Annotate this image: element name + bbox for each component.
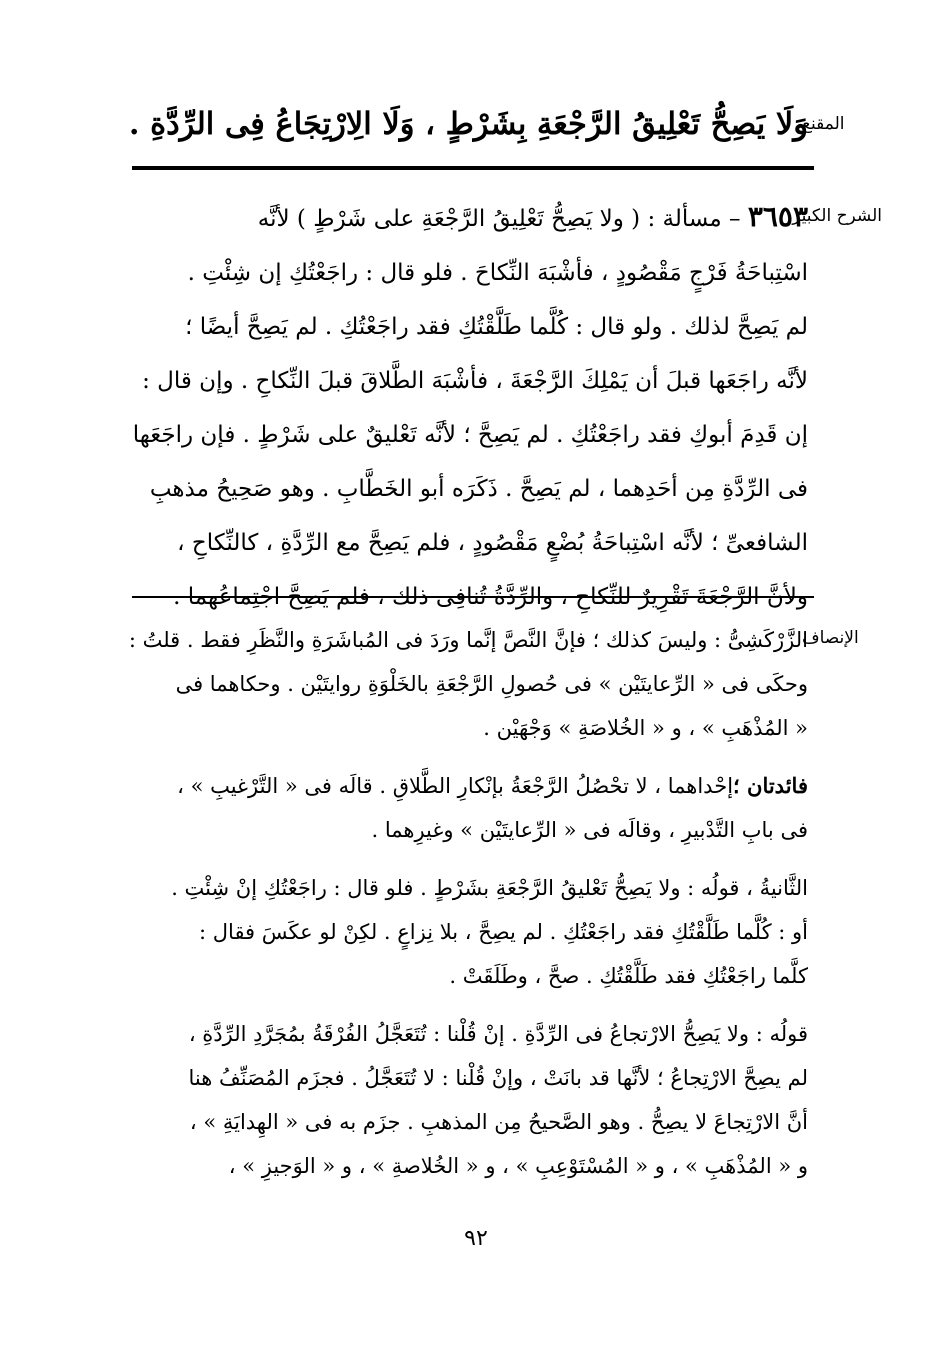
- insaf-line: و « المُذْهَبِ » ، و « المُسْتَوْعِبِ » ، و « الخُلاصةِ » ، و « الوَجيزِ » ،: [228, 1154, 808, 1178]
- insaf-text-block: [128, 618, 808, 1188]
- sharh-line-1: [128, 190, 808, 246]
- page-number: ٩٢: [464, 1226, 488, 1251]
- insaf-line: [128, 764, 808, 808]
- insaf-line-text: إحْداهما ، لا تحْصُلُ الرَّجْعَةُ بإنْكارِ الطَّلاقِ . قالَه فى « التَّرْغيبِ » ،: [177, 774, 734, 798]
- sharh-line: ولأنَّ الرَّجْعَةَ تَقْرِيرٌ للنِّكاحِ ، والرِّدَّةُ تُنافِى ذلك ، فلم يَصِحَّ اجْتِماعُهما .: [173, 584, 808, 610]
- insaf-line: أو : كُلَّما طَلَّقْتُكِ فقد راجَعْتُكِ . لم يصِحَّ ، بلا نِزاعٍ . لكِنْ لو عكَسَ فقال :: [199, 920, 808, 944]
- sharh-line: الشافعىِّ ؛ لأنَّه اسْتِباحَةُ بُضْعٍ مَقْصُودٍ ، فلم يَصِحَّ مع الرِّدَّةِ ، كالنِّكاحِ ،: [177, 530, 808, 556]
- sharh-line: لأنَّه راجَعَها قبلَ أن يَمْلِكَ الرَّجْعَةَ ، فأشْبَهَ الطَّلاقَ قبلَ النِّكاحِ . وإن قال :: [142, 368, 808, 394]
- thick-divider: [132, 166, 814, 170]
- insaf-label: الإنصاف: [802, 628, 859, 648]
- sharh-text-block: [128, 190, 808, 624]
- insaf-line: لم يصِحَّ الارْتِجاعُ ؛ لأنَّها قد بانَتْ ، وإنْ قُلْنا : لا تُتَعَجَّلُ . فجزَم المُصَنِّفُ هنا: [188, 1066, 808, 1090]
- insaf-line: فى بابِ التَّدْبيرِ ، وقالَه فى « الرِّعايتَيْن » وغيرِهما .: [371, 818, 808, 842]
- insaf-line: الثَّانيةُ ، قولُه : ولا يَصِحُّ تَعْليقُ الرَّجْعَةِ بشَرْطٍ . فلو قال : راجَعْتُكِ إنْ شِئْتِ .: [171, 876, 808, 900]
- insaf-line: الزَّرْكَشِىُّ : وليسَ كذلك ؛ فإنَّ النَّصَّ إنَّما ورَدَ فى المُباشَرَةِ والنَّظَرِ فقط . قلتُ :: [128, 628, 808, 652]
- paragraph-gap: [128, 852, 808, 866]
- thin-divider: [132, 596, 814, 598]
- insaf-line: وحكَى فى « الرِّعايتَيْن » فى حُصولِ الرَّجْعَةِ بالخَلْوَةِ روايتَيْن . وحكاهما فى: [175, 672, 808, 696]
- issue-number: ٣٦٥٣: [747, 200, 808, 233]
- sharh-line: اسْتِباحَةُ فَرْجٍ مَقْصُودٍ ، فأشْبَهَ النِّكاحَ . فلو قال : راجَعْتُكِ إن شِئْتِ .: [187, 260, 808, 286]
- paragraph-gap: [128, 998, 808, 1012]
- faidatan-heading: فائدتان ؛: [733, 773, 808, 798]
- insaf-line: « المُذْهَبِ » ، و « الخُلاصَةِ » وَجْهَيْن .: [483, 716, 808, 740]
- muqni-line: وَلَا يَصِحُّ تَعْلِيقُ الرَّجْعَةِ بِشَرْطٍ ، وَلَا الِارْتِجَاعُ فِى الرِّدَّةِ .: [128, 106, 808, 142]
- sharh-line: إن قَدِمَ أبوكِ فقد راجَعْتُكِ . لم يَصِحَّ ؛ لأنَّه تَعْليقٌ على شَرْطٍ . فإن راجَعَها: [132, 422, 808, 448]
- sharh-label: الشرح الكبير: [792, 206, 882, 226]
- paragraph-gap: [128, 750, 808, 764]
- muqni-text-block: [128, 96, 808, 152]
- sharh-line: لم يَصِحَّ لذلك . ولو قال : كُلَّما طَلَّقْتُكِ فقد راجَعْتُكِ . لم يَصِحَّ أيضًا ؛: [185, 314, 808, 340]
- insaf-line: أنَّ الارْتِجاعَ لا يصِحُّ . وهو الصَّحيحُ مِن المذهبِ . جزَم به فى « الهِدايَةِ » ،: [189, 1110, 808, 1134]
- sharh-line-1-text: – مسألة : ( ولا يَصِحُّ تَعْلِيقُ الرَّجْعَةِ على شَرْطٍ ) لأنَّه: [257, 206, 741, 232]
- muqni-label: المقنع: [802, 114, 845, 134]
- sharh-line: فى الرِّدَّةِ مِن أحَدِهما ، لم يَصِحَّ . ذَكَرَه أبو الخَطَّابِ . وهو صَحِيحُ مذهبِ: [149, 476, 808, 502]
- insaf-line: قولُه : ولا يَصِحُّ الارْتجاعُ فى الرِّدَّةِ . إنْ قُلْنا : تُتَعَجَّلُ الفُرْقَةُ بمُجَرَّدِ الرِّدَّةِ ،: [188, 1022, 808, 1046]
- insaf-line: كلَّما راجَعْتُكِ فقد طَلَّقْتُكِ . صحَّ ، وطَلَقَتْ .: [449, 964, 808, 988]
